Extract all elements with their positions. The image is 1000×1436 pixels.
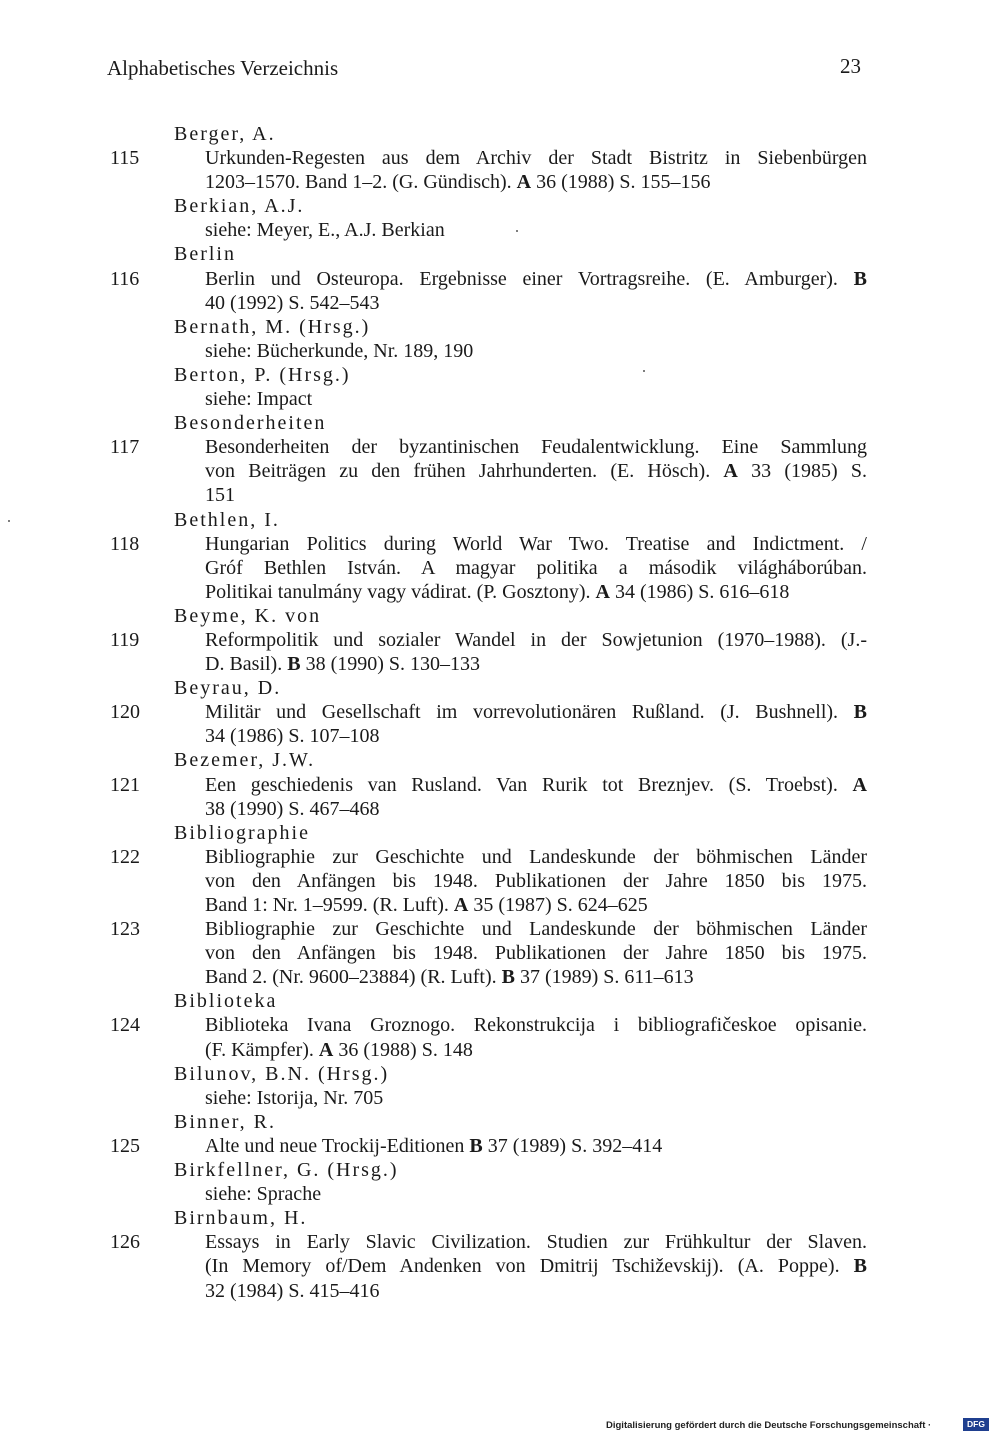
entry-line (0, 700, 1000, 724)
entry-line (0, 628, 1000, 652)
entry-text (205, 797, 867, 821)
entry-text (205, 170, 867, 194)
entry-text-main: von den Anfängen bis 1948. Publikationen der Jahre 1850 bis 1975. (205, 869, 867, 892)
entry-text-tail: 34 (1986) S. 616–618 (609, 580, 790, 603)
entry-number: 115 (110, 147, 140, 170)
entry-line (0, 146, 1000, 170)
entry-text-main: Bibliographie zur Geschichte und Landeskunde der böhmischen Länder (205, 845, 867, 868)
entry-text-main: 40 (1992) S. 542–543 (205, 291, 380, 314)
entry-text-main: Een geschiedenis van Rusland. Van Rurik tot Breznjev. (S. Troebst). (205, 773, 853, 796)
entry-text-main: Berlin und Osteuropa. Ergebnisse einer Vortragsreihe. (E. Amburger). (205, 267, 854, 290)
volume-series-letter: A (723, 460, 738, 483)
entry-text (205, 869, 867, 893)
volume-series-letter: B (501, 966, 515, 989)
entry-text (205, 1038, 867, 1062)
volume-series-letter: A (318, 1038, 334, 1061)
entry-text-main: Besonderheiten der byzantinischen Feudalentwicklung. Eine Sammlung (205, 436, 867, 459)
entry-text (205, 724, 867, 748)
entry-text-main: 34 (1986) S. 107–108 (205, 725, 380, 748)
entry-text-main: Gróf Bethlen István. A magyar politika a második világháborúban. (205, 556, 867, 579)
author-heading: Besonderheiten (174, 412, 327, 435)
entry-continuation (0, 459, 1000, 483)
author-heading: Berton, P. (Hrsg.) (174, 363, 351, 386)
entry-text (205, 267, 867, 291)
scan-speck (643, 370, 645, 372)
entry-continuation (0, 1038, 1000, 1062)
entry-text-main: 1203–1570. Band 1–2. (G. Gündisch). (205, 171, 517, 194)
entry-number: 121 (110, 773, 140, 796)
volume-series-letter: B (287, 653, 301, 676)
entry-number: 125 (110, 1134, 140, 1157)
entry-text-main: Band 1: Nr. 1–9599. (R. Luft). (205, 894, 454, 916)
author-heading: Beyme, K. von (174, 604, 322, 627)
entry-text (205, 435, 867, 459)
author-heading: Binner, R. (174, 1110, 276, 1133)
entry-text-main: Alte und neue Trockij-Editionen (205, 1134, 470, 1157)
cross-reference: siehe: Meyer, E., A.J. Berkian (205, 219, 445, 242)
entry-text (205, 1254, 867, 1278)
author-heading: Birkfellner, G. (Hrsg.) (174, 1159, 399, 1182)
entry-text-main: 32 (1984) S. 415–416 (205, 1279, 380, 1302)
author-heading: Berkian, A.J. (174, 195, 305, 218)
entry-number: 120 (110, 701, 140, 724)
entry-text (205, 652, 867, 676)
entry-continuation (0, 580, 1000, 604)
entry-text-tail: 35 (1987) S. 624–625 (468, 894, 648, 916)
cross-reference: siehe: Impact (205, 388, 313, 411)
entry-text-tail: 38 (1990) S. 130–133 (300, 653, 481, 676)
cross-reference: siehe: Bücherkunde, Nr. 189, 190 (205, 339, 474, 362)
entry-text-main: Band 2. (Nr. 9600–23884) (R. Luft). (205, 966, 502, 989)
funding-notice: Digitalisierung gefördert durch die Deutsche Forschungsgemeinschaft · (606, 1420, 932, 1431)
entry-continuation (0, 652, 1000, 676)
entry-number: 116 (110, 267, 140, 290)
entry-text (205, 483, 867, 507)
author-heading: Bilunov, B.N. (Hrsg.) (174, 1062, 390, 1085)
entry-line (0, 1134, 1000, 1158)
scan-speck (8, 520, 10, 522)
entry-continuation (0, 893, 1000, 917)
volume-series-letter: A (516, 171, 532, 194)
entry-line (0, 845, 1000, 869)
entry-number: 117 (110, 436, 140, 459)
entry-text (205, 917, 867, 941)
entry-text-main: 151 (205, 484, 235, 507)
entry-text-main: (F. Kämpfer). (205, 1038, 319, 1061)
entry-continuation (0, 291, 1000, 315)
entry-text (205, 965, 867, 989)
author-heading: Bezemer, J.W. (174, 749, 316, 772)
entry-text (205, 459, 867, 483)
entry-continuation (0, 556, 1000, 580)
entry-text-main: (In Memory of/Dem Andenken von Dmitrij Tschiževskij). (A. Poppe). (205, 1255, 854, 1278)
index-entries (0, 122, 1000, 1303)
author-heading: Bernath, M. (Hrsg.) (174, 315, 371, 338)
entry-number: 119 (110, 628, 140, 651)
entry-text-tail: 36 (1988) S. 148 (333, 1038, 473, 1061)
entry-number: 118 (110, 532, 140, 555)
volume-series-letter: B (853, 1255, 867, 1278)
entry-continuation (0, 1254, 1000, 1278)
entry-text-tail: 37 (1989) S. 611–613 (514, 966, 694, 989)
entry-text (205, 700, 867, 724)
entry-text-main: 38 (1990) S. 467–468 (205, 797, 380, 820)
entry-text (205, 1134, 867, 1158)
entry-continuation (0, 1279, 1000, 1303)
entry-text-main: Biblioteka Ivana Groznogo. Rekonstrukcija i bibliografičeskoe opisanie. (205, 1014, 867, 1037)
entry-text (205, 628, 867, 652)
entry-text-main: Hungarian Politics during World War Two. Treatise and Indictment. / (205, 532, 867, 555)
entry-continuation (0, 941, 1000, 965)
entry-text-tail: 36 (1988) S. 155–156 (531, 171, 711, 194)
entry-text (205, 532, 867, 556)
entry-text (205, 580, 867, 604)
author-heading: Berlin (174, 243, 236, 266)
entry-text (205, 1013, 867, 1037)
entry-continuation (0, 170, 1000, 194)
entry-text (205, 1230, 867, 1254)
entry-text (205, 556, 867, 580)
entry-text-tail: 37 (1989) S. 392–414 (482, 1134, 663, 1157)
entry-line (0, 267, 1000, 291)
entry-text (205, 773, 867, 797)
volume-series-letter: B (469, 1134, 483, 1157)
page-number: 23 (840, 54, 861, 78)
entry-continuation (0, 965, 1000, 989)
entry-number: 123 (110, 918, 140, 941)
entry-line (0, 917, 1000, 941)
entry-text-main: Essays in Early Slavic Civilization. Studien zur Frühkultur der Slaven. (205, 1231, 867, 1254)
scan-speck (516, 230, 518, 232)
entry-text (205, 1279, 867, 1303)
author-heading: Berger, A. (174, 123, 276, 145)
author-heading: Bethlen, I. (174, 508, 280, 531)
entry-text-main: Bibliographie zur Geschichte und Landeskunde der böhmischen Länder (205, 918, 867, 941)
cross-reference: siehe: Istorija, Nr. 705 (205, 1086, 384, 1109)
volume-series-letter: B (853, 267, 867, 290)
entry-continuation (0, 483, 1000, 507)
entry-number: 124 (110, 1014, 140, 1037)
entry-text (205, 893, 867, 917)
entry-text (205, 146, 867, 170)
dfg-logo: DFG (963, 1418, 989, 1431)
entry-text-main: Reformpolitik und sozialer Wandel in der Sowjetunion (1970–1988). (J.- (205, 628, 867, 651)
cross-reference: siehe: Sprache (205, 1183, 322, 1206)
author-heading: Birnbaum, H. (174, 1207, 308, 1230)
entry-line (0, 532, 1000, 556)
entry-continuation (0, 797, 1000, 821)
entry-text (205, 845, 867, 869)
entry-number: 126 (110, 1231, 140, 1254)
entry-text-main: von Beiträgen zu den frühen Jahrhunderten. (E. Hösch). (205, 460, 724, 483)
volume-series-letter: A (453, 894, 469, 916)
entry-line (0, 1013, 1000, 1037)
entry-text-main: Urkunden-Regesten aus dem Archiv der Stadt Bistritz in Siebenbürgen (205, 147, 867, 170)
entry-text (205, 291, 867, 315)
entry-text-main: D. Basil). (205, 653, 288, 676)
entry-text-main: Politikai tanulmány vagy vádirat. (P. Gosztony). (205, 580, 596, 603)
volume-series-letter: B (853, 701, 867, 724)
author-heading: Biblioteka (174, 990, 278, 1013)
running-header-title: Alphabetisches Verzeichnis (107, 56, 339, 80)
author-heading: Bibliographie (174, 821, 310, 844)
entry-text-main: Militär und Gesellschaft im vorrevolutionären Rußland. (J. Bushnell). (205, 701, 854, 724)
entry-line (0, 773, 1000, 797)
entry-text-tail: 33 (1985) S. (737, 460, 867, 483)
entry-text-main: von den Anfängen bis 1948. Publikationen der Jahre 1850 bis 1975. (205, 942, 867, 965)
entry-continuation (0, 869, 1000, 893)
entry-line (0, 1230, 1000, 1254)
author-heading: Beyrau, D. (174, 677, 282, 700)
entry-line (0, 435, 1000, 459)
volume-series-letter: A (852, 773, 867, 796)
entry-number: 122 (110, 845, 140, 868)
entry-text (205, 941, 867, 965)
entry-continuation (0, 724, 1000, 748)
volume-series-letter: A (595, 580, 610, 603)
